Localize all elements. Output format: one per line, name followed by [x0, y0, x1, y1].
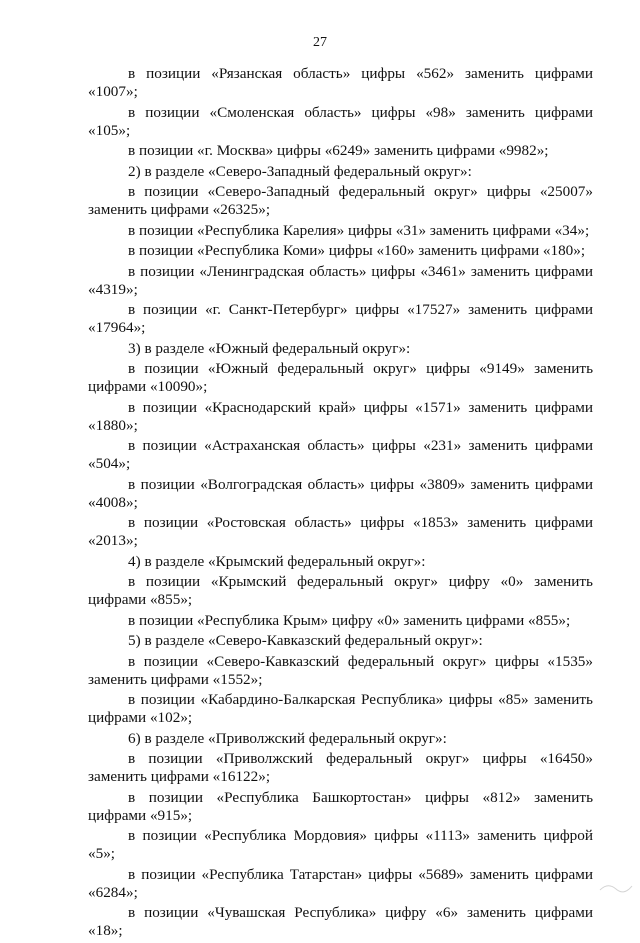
paragraph: в позиции «Приволжский федеральный округ» цифры «16450» заменить цифрами «16122»;: [88, 750, 593, 785]
paragraph: в позиции «Волгоградская область» цифры «3809» заменить цифрами «4008»;: [88, 475, 593, 511]
page-number: 27: [313, 35, 327, 50]
paragraph: в позиции «г. Санкт-Петербург» цифры «17527» заменить цифрами «17964»;: [88, 301, 593, 336]
section-heading: 4) в разделе «Крымский федеральный округ»:: [128, 552, 426, 570]
paragraph: в позиции «Кабардино-Балкарская Республика» цифры «85» заменить цифрами «102»;: [88, 691, 593, 726]
paragraph: в позиции «Рязанская область» цифры «562» заменить цифрами «1007»;: [88, 65, 593, 100]
section-heading: 3) в разделе «Южный федеральный округ»:: [128, 339, 411, 357]
paragraph: в позиции «Краснодарский край» цифры «1571» заменить цифрами «1880»;: [88, 398, 593, 434]
paragraph: в позиции «Южный федеральный округ» цифры «9149» заменить цифрами «10090»;: [88, 360, 593, 395]
paragraph: в позиции «Чувашская Республика» цифру «6» заменить цифрами «18»;: [88, 904, 593, 939]
document-body: [88, 65, 593, 943]
paragraph: в позиции «Ростовская область» цифры «1853» заменить цифрами «2013»;: [88, 514, 593, 549]
section-heading: 2) в разделе «Северо-Западный федеральный округ»:: [128, 162, 472, 180]
paragraph: в позиции «Республика Башкортостан» цифры «812» заменить цифрами «915»;: [88, 788, 593, 824]
paragraph: в позиции «г. Москва» цифры «6249» заменить цифрами «9982»;: [128, 142, 549, 159]
section-heading: 6) в разделе «Приволжский федеральный округ»:: [128, 729, 447, 747]
paragraph: в позиции «Северо-Кавказский федеральный округ» цифры «1535» заменить цифрами «1552»;: [88, 652, 593, 688]
paragraph: в позиции «Республика Крым» цифру «0» заменить цифрами «855»;: [128, 611, 571, 629]
paragraph: в позиции «Ленинградская область» цифры «3461» заменить цифрами «4319»;: [88, 262, 593, 298]
paragraph: в позиции «Крымский федеральный округ» цифру «0» заменить цифрами «855»;: [88, 573, 593, 608]
section-heading: 5) в разделе «Северо-Кавказский федеральный округ»:: [128, 632, 483, 649]
paragraph: в позиции «Республика Татарстан» цифры «5689» заменить цифрами «6284»;: [88, 865, 593, 901]
paragraph: в позиции «Астраханская область» цифры «231» заменить цифрами «504»;: [88, 437, 593, 472]
paragraph: в позиции «Смоленская область» цифры «98» заменить цифрами «105»;: [88, 103, 593, 139]
paragraph: в позиции «Республика Коми» цифры «160» заменить цифрами «180»;: [128, 242, 586, 259]
paragraph: в позиции «Северо-Западный федеральный округ» цифры «25007» заменить цифрами «26325»;: [88, 183, 593, 218]
scan-mark-icon: [598, 880, 634, 894]
paragraph: в позиции «Республика Карелия» цифры «31» заменить цифрами «34»;: [128, 221, 590, 239]
paragraph: в позиции «Республика Мордовия» цифры «1113» заменить цифрой «5»;: [88, 827, 593, 862]
